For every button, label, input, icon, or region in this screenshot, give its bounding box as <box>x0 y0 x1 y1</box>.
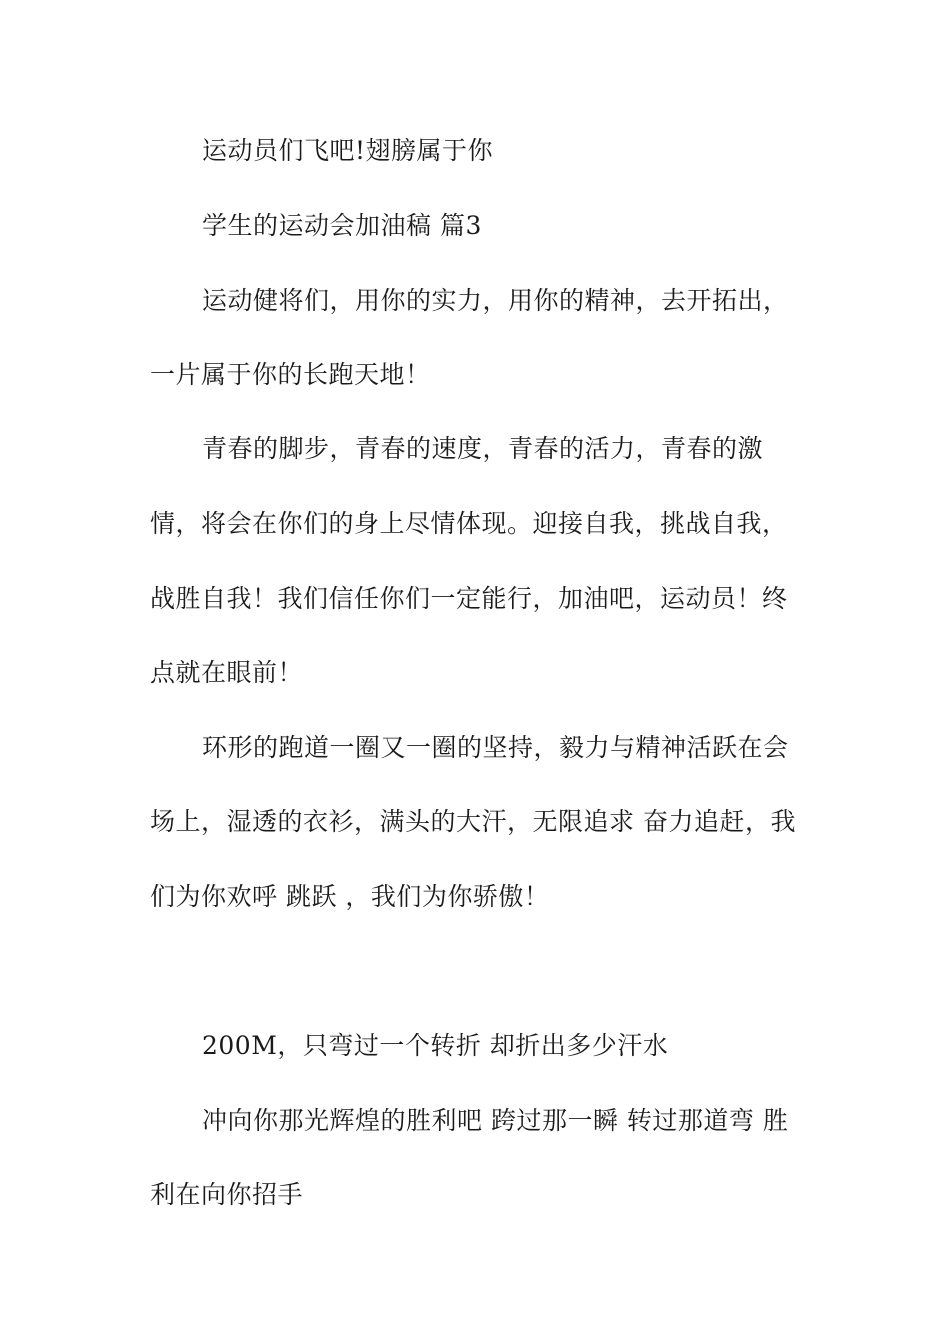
text-line-14: 利在向你招手 <box>150 1180 304 1209</box>
text-line-6: 情，将会在你们的身上尽情体现。迎接自我，挑战自我， <box>150 509 788 538</box>
text-line-10: 场上，湿透的衣衫，满头的大汗，无限追求 奋力追赶，我 <box>150 807 796 836</box>
text-line-1: 运动员们飞吧!翅膀属于你 <box>202 136 494 165</box>
text-line-12: 200M，只弯过一个转折 却折出多少汗水 <box>202 1031 669 1060</box>
text-line-3: 运动健将们，用你的实力，用你的精神，去开拓出， <box>202 286 789 315</box>
text-line-8: 点就在眼前！ <box>150 658 304 687</box>
text-line-5: 青春的脚步，青春的速度，青春的活力，青春的激 <box>202 434 764 463</box>
section-title: 学生的运动会加油稿 篇3 <box>202 211 482 240</box>
text-line-4: 一片属于你的长跑天地！ <box>150 360 431 389</box>
text-line-7: 战胜自我！我们信任你们一定能行，加油吧，运动员！终 <box>150 584 788 613</box>
text-line-11: 们为你欢呼 跳跃 ，我们为你骄傲！ <box>150 882 550 911</box>
text-line-9: 环形的跑道一圈又一圈的坚持，毅力与精神活跃在会 <box>202 733 789 762</box>
text-line-13: 冲向你那光辉煌的胜利吧 跨过那一瞬 转过那道弯 胜 <box>202 1106 789 1135</box>
